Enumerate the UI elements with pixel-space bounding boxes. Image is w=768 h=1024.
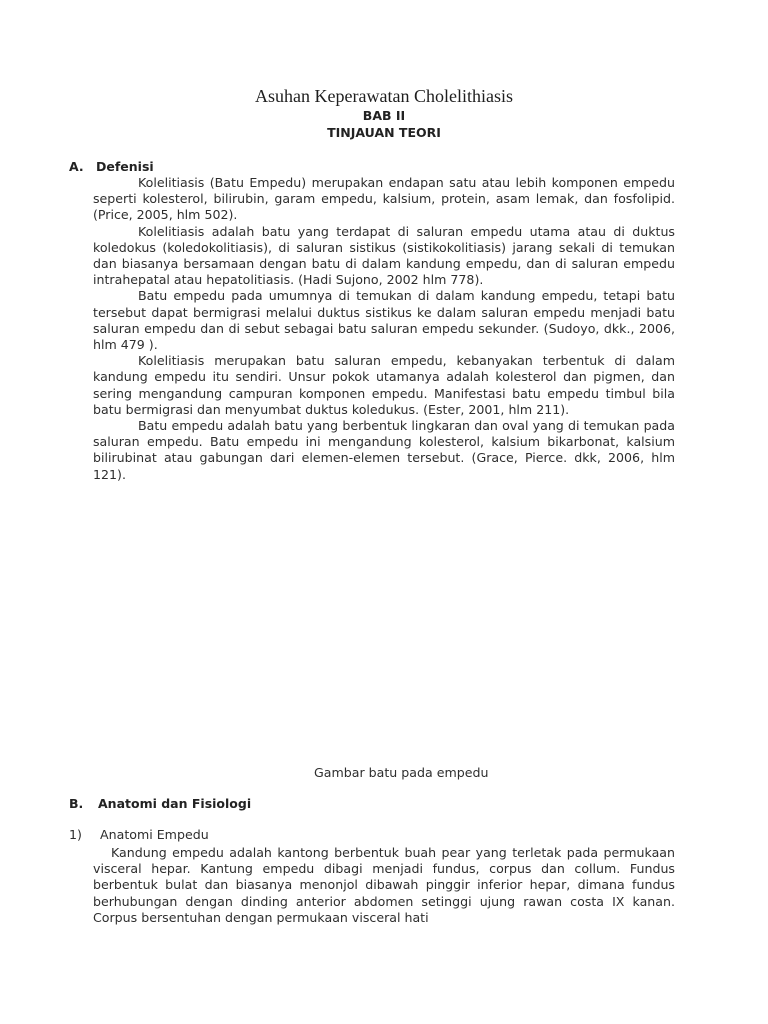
section-b-heading — [69, 796, 251, 811]
section-a-paragraph: Kolelitiasis adalah batu yang terdapat di saluran empedu utama atau di duktus koledokus (koledokolitiasis), di saluran sistikus (sistikokolitiasis) jarang sekali di temukan dan biasanya bersamaan dengan batu di dalam kandung empedu, dan di saluran empedu intrahepatal atau hepatolitiasis. (Hadi Sujono, 2002 hlm 778). — [93, 223, 675, 288]
document-title: Asuhan Keperawatan Cholelithiasis — [255, 86, 513, 106]
figure-caption: Gambar batu pada empedu — [314, 765, 489, 780]
subsection-paragraph: Kandung empedu adalah kantong berbentuk buah pear yang terletak pada permukaan visceral hepar. Kantung empedu dibagi menjadi fundus, corpus dan collum. Fundus berbentuk bulat dan biasanya menonjol dibawah pinggir inferior hepar, dimana fundus berhubungan dengan dinding anterior abdomen setinggi ujung rawan costa IX kanan. Corpus bersentuhan dengan permukaan visceral hati — [93, 845, 675, 925]
section-a-paragraph: Batu empedu pada umumnya di temukan di dalam kandung empedu, tetapi batu tersebut dapat bermigrasi melalui duktus sistikus ke dalam saluran empedu menjadi batu saluran empedu dan di sebut sebagai batu saluran empedu sekunder. (Sudoyo, dkk., 2006, hlm 479 ). — [93, 288, 675, 353]
subsection-heading — [69, 827, 209, 842]
section-a-body — [93, 175, 675, 483]
section-a-paragraph: Kolelitiasis (Batu Empedu) merupakan endapan satu atau lebih komponen empedu seperti kolesterol, bilirubin, garam empedu, kalsium, protein, asam lemak, dan fosfolipid. (Price, 2005, hlm 502). — [93, 175, 675, 223]
section-a-title: Defenisi — [96, 159, 154, 174]
chapter-title: TINJAUAN TEORI — [327, 125, 441, 140]
section-a-paragraph: Kolelitiasis merupakan batu saluran empedu, kebanyakan terbentuk di dalam kandung empedu itu sendiri. Unsur pokok utamanya adalah kolesterol dan pigmen, dan sering mengandung campuran komponen empedu. Manifestasi batu empedu timbul bila batu bermigrasi dan menyumbat duktus koledukus. (Ester, 2001, hlm 211). — [93, 353, 675, 417]
section-b-number: B. — [69, 796, 84, 811]
subsection-number: 1) — [69, 827, 82, 842]
section-a-heading — [69, 159, 154, 174]
chapter-number: BAB II — [362, 108, 406, 123]
section-b-title: Anatomi dan Fisiologi — [98, 796, 252, 811]
section-a-number: A. — [69, 159, 84, 174]
subsection-title: Anatomi Empedu — [100, 827, 209, 842]
subsection-body — [93, 845, 675, 926]
section-a-paragraph: Batu empedu adalah batu yang berbentuk lingkaran dan oval yang di temukan pada saluran empedu. Batu empedu ini mengandung kolesterol, kalsium bikarbonat, kalsium bilirubinat atau gabungan dari elemen-elemen tersebut. (Grace, Pierce. dkk, 2006, hlm 121). — [93, 418, 675, 482]
